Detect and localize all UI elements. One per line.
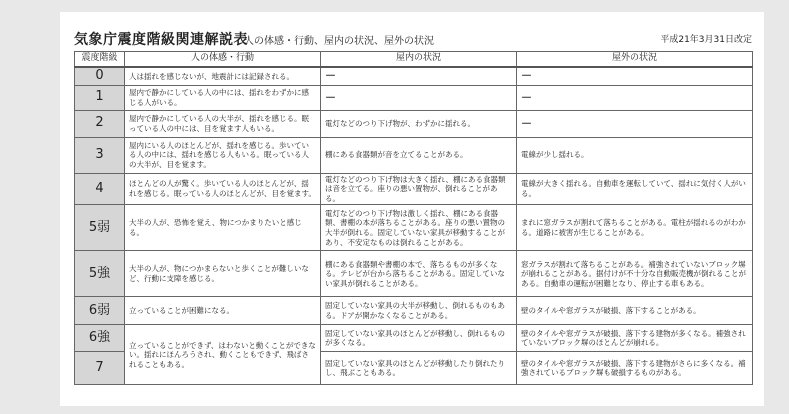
revision-date: 平成21年3月31日改定 xyxy=(660,35,752,45)
outdoor-cell: まれに窓ガラスが割れて落ちることがある。電柱が揺れるのがわかる。道路に被害が生じることがある。 xyxy=(517,205,753,251)
column-header-outdoor: 屋外の状況 xyxy=(517,52,753,68)
intensity-level: 6弱 xyxy=(75,297,125,325)
column-header-indoor: 屋内の状況 xyxy=(321,52,517,68)
human-cell: 立っていることが困難になる。 xyxy=(125,297,321,325)
indoor-cell: 電灯などのつり下げ物が、わずかに揺れる。 xyxy=(321,110,517,137)
indoor-cell: － xyxy=(321,85,517,110)
indoor-cell: 固定していない家具のほとんどが移動し、倒れるものが多くなる。 xyxy=(321,325,517,352)
outdoor-cell: － xyxy=(517,85,753,110)
table-row xyxy=(75,205,753,251)
outdoor-cell: 窓ガラスが割れて落ちることがある。補強されていないブロック塀が崩れることがある。据付けが不十分な自動販売機が倒れることがある。自動車の運転が困難となり、停止する車もある。 xyxy=(517,251,753,297)
human-cell-merged: 立っていることができず、はわないと動くことができない。揺れにほんろうされ、動くこともできず、飛ばされることもある。 xyxy=(125,325,321,385)
document-subtitle: 人の体感・行動、屋内の状況、屋外の状況 xyxy=(244,36,434,47)
intensity-level: 5強 xyxy=(75,251,125,297)
indoor-cell: 固定していない家具のほとんどが移動したり倒れたりし、飛ぶこともある。 xyxy=(321,352,517,385)
intensity-level: 6強 xyxy=(75,325,125,352)
outdoor-cell: 壁のタイルや窓ガラスが破損、落下する建物が多くなる。補強されていないブロック塀のほとんどが崩れる。 xyxy=(517,325,753,352)
document-title: 気象庁震度階級関連解説表 xyxy=(74,32,248,48)
table-row xyxy=(75,110,753,137)
indoor-cell: 棚にある食器類や書棚の本で、落ちるものが多くなる。テレビが台から落ちることがある。固定していない家具が倒れることがある。 xyxy=(321,251,517,297)
outdoor-cell: － xyxy=(517,67,753,85)
table-row xyxy=(75,297,753,325)
intensity-level: 7 xyxy=(75,352,125,385)
table-row xyxy=(75,173,753,205)
column-header-level: 震度階級 xyxy=(75,52,125,68)
outdoor-cell: 電線が少し揺れる。 xyxy=(517,137,753,173)
indoor-cell: 棚にある食器類が音を立てることがある。 xyxy=(321,137,517,173)
intensity-level: 4 xyxy=(75,173,125,205)
intensity-level: 1 xyxy=(75,85,125,110)
column-header-human: 人の体感・行動 xyxy=(125,52,321,68)
human-cell: 屋内で静かにしている人の中には、揺れをわずかに感じる人がいる。 xyxy=(125,85,321,110)
indoor-cell: 固定していない家具の大半が移動し、倒れるものもある。ドアが開かなくなることがある。 xyxy=(321,297,517,325)
outdoor-cell: 電線が大きく揺れる。自動車を運転していて、揺れに気付く人がいる。 xyxy=(517,173,753,205)
table-row xyxy=(75,251,753,297)
table-header-row xyxy=(75,52,753,68)
table-row xyxy=(75,325,753,352)
human-cell: 大半の人が、物につかまらないと歩くことが難しいなど、行動に支障を感じる。 xyxy=(125,251,321,297)
table-row xyxy=(75,137,753,173)
intensity-level: 3 xyxy=(75,137,125,173)
document-card xyxy=(60,12,764,406)
indoor-cell: － xyxy=(321,67,517,85)
human-cell: 大半の人が、恐怖を覚え、物につかまりたいと感じる。 xyxy=(125,205,321,251)
table-row xyxy=(75,67,753,85)
outdoor-cell: 壁のタイルや窓ガラスが破損、落下する建物がさらに多くなる。補強されているブロック塀も破損するものがある。 xyxy=(517,352,753,385)
outdoor-cell: － xyxy=(517,110,753,137)
human-cell: 人は揺れを感じないが、地震計には記録される。 xyxy=(125,67,321,85)
intensity-level: 5弱 xyxy=(75,205,125,251)
intensity-level: 0 xyxy=(75,67,125,85)
document-header xyxy=(74,29,752,47)
human-cell: ほとんどの人が驚く。歩いている人のほとんどが、揺れを感じる。眠っている人のほとんどが、目を覚ます。 xyxy=(125,173,321,205)
indoor-cell: 電灯などのつり下げ物は大きく揺れ、棚にある食器類は音を立てる。座りの悪い置物が、倒れることがある。 xyxy=(321,173,517,205)
indoor-cell: 電灯などのつり下げ物は激しく揺れ、棚にある食器類、書棚の本が落ちることがある。座りの悪い置物の大半が倒れる。固定していない家具が移動することがあり、不安定なものは倒れることがある。 xyxy=(321,205,517,251)
human-cell: 屋内で静かにしている人の大半が、揺れを感じる。眠っている人の中には、目を覚ます人もいる。 xyxy=(125,110,321,137)
intensity-level: 2 xyxy=(75,110,125,137)
intensity-table xyxy=(74,51,753,385)
outdoor-cell: 壁のタイルや窓ガラスが破損、落下することがある。 xyxy=(517,297,753,325)
table-row xyxy=(75,85,753,110)
human-cell: 屋内にいる人のほとんどが、揺れを感じる。歩いている人の中には、揺れを感じる人もいる。眠っている人の大半が、目を覚ます。 xyxy=(125,137,321,173)
